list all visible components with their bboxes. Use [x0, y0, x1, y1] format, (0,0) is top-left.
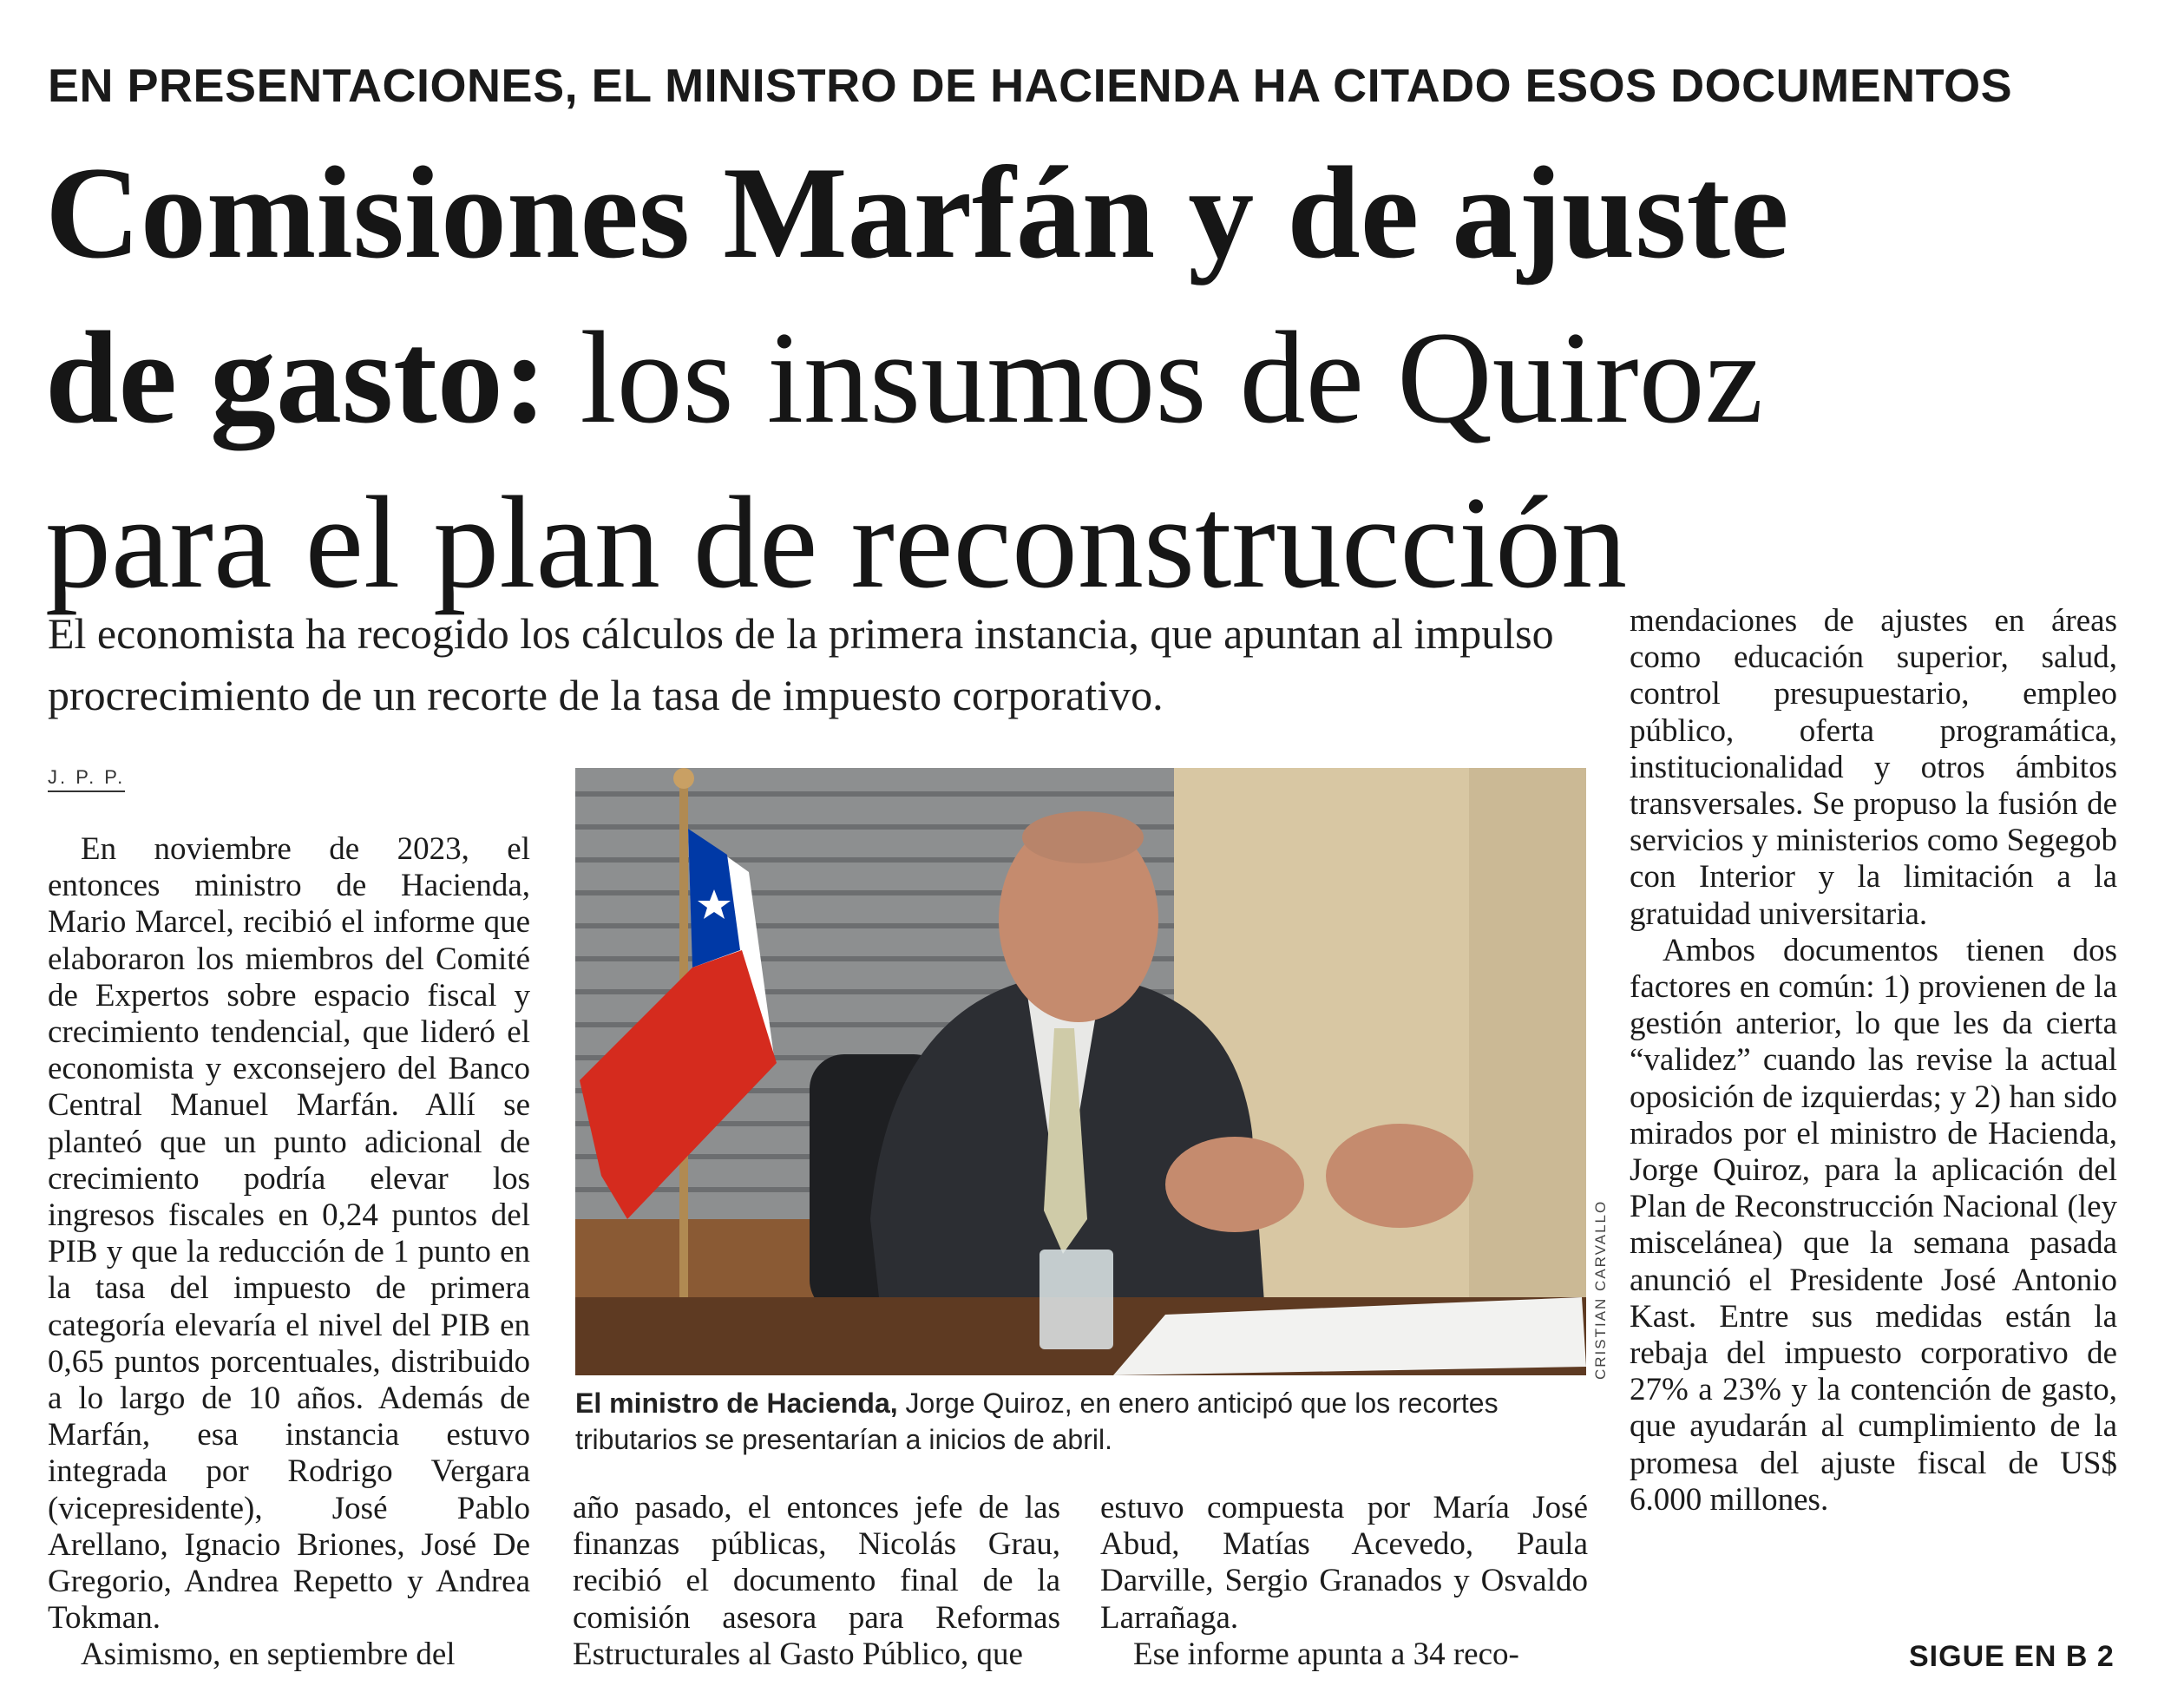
photo-credit: CRISTIAN CARVALLO	[1592, 1199, 1609, 1380]
byline: J. P. P.	[48, 766, 125, 792]
caption-text: Jorge Quiroz, en enero anticipó que los recortes tributarios se presentarían a inicios de abril.	[575, 1387, 1499, 1455]
article-column-2	[573, 1490, 1060, 1673]
article-column-1	[48, 831, 530, 1674]
headline	[45, 130, 1850, 625]
paragraph: mendaciones de ajustes en áreas como educación superior, salud, control presupuestario, empleo público, oferta programática, institucionalidad y otros ámbitos transversales. Se propuso la fusión de servicios y ministerios como Segegob con Interior y la limitación a la gratuidad universitaria.	[1630, 603, 2117, 932]
article-column-4	[1630, 603, 2117, 1519]
paragraph: estuvo compuesta por María José Abud, Matías Acevedo, Paula Darville, Sergio Granados y Osvaldo Larrañaga.	[1100, 1490, 1588, 1636]
paragraph: En noviembre de 2023, el entonces ministro de Hacienda, Mario Marcel, recibió el informe que elaboraron los miembros del Comité de Expertos sobre espacio fiscal y crecimiento tendencial, que lideró el economista y exconsejero del Banco Central Manuel Marfán. Allí se planteó que un punto adicional de crecimiento podría elevar los ingresos fiscales en 0,24 puntos del PIB y que la reducción de 1 punto en la tasa del impuesto de primera categoría elevaría el nivel del PIB en 0,65 puntos porcentuales, distribuido a lo largo de 10 años. Además de Marfán, esa instancia estuvo integrada por Rodrigo Vergara (vicepresidente), José Pablo Arellano, Ignacio Briones, José De Gregorio, Andrea Repetto y Andrea Tokman.	[48, 831, 530, 1637]
deck: El economista ha recogido los cálculos de la primera instancia, que apuntan al impulso procrecimiento de un recorte de la tasa de impuesto corporativo.	[48, 609, 1554, 719]
paragraph: Asimismo, en septiembre del	[81, 1637, 456, 1673]
headline-light: los insumos de Quiroz para el plan de reconstrucción	[45, 305, 1764, 615]
article-photo	[575, 768, 1586, 1375]
continuation-label: SIGUE EN B 2	[1909, 1640, 2115, 1673]
headline-bold: Comisiones Marfán y de ajuste de gasto:	[45, 140, 1789, 450]
paragraph: Ese informe apunta a 34 reco-	[1133, 1636, 1519, 1672]
caption-lead: El ministro de Hacienda,	[575, 1387, 898, 1419]
photo-caption	[575, 1385, 1586, 1458]
article-column-3	[1100, 1490, 1588, 1673]
paragraph: año pasado, el entonces jefe de las finanzas públicas, Nicolás Grau, recibió el documento final de la comisión asesora para Reformas Estructurales al Gasto Público, que	[573, 1490, 1060, 1672]
kicker: EN PRESENTACIONES, EL MINISTRO DE HACIENDA HA CITADO ESOS DOCUMENTOS	[48, 60, 2013, 112]
paragraph: Ambos documentos tienen dos factores en común: 1) provienen de la gestión anterior, lo que les da cierta “validez” cuando las revise la actual oposición de izquierdas; y 2) han sido mirados por el ministro de Hacienda, Jorge Quiroz, para la aplicación del Plan de Reconstrucción Nacional (ley miscelánea) que la semana pasada anunció el Presidente José Antonio Kast. Entre sus medidas están la rebaja del impuesto corporativo de 27% a 23% y la contención de gasto, que ayudarán al cumplimiento de la promesa del ajuste fiscal de US$ 6.000 millones.	[1630, 932, 2117, 1518]
